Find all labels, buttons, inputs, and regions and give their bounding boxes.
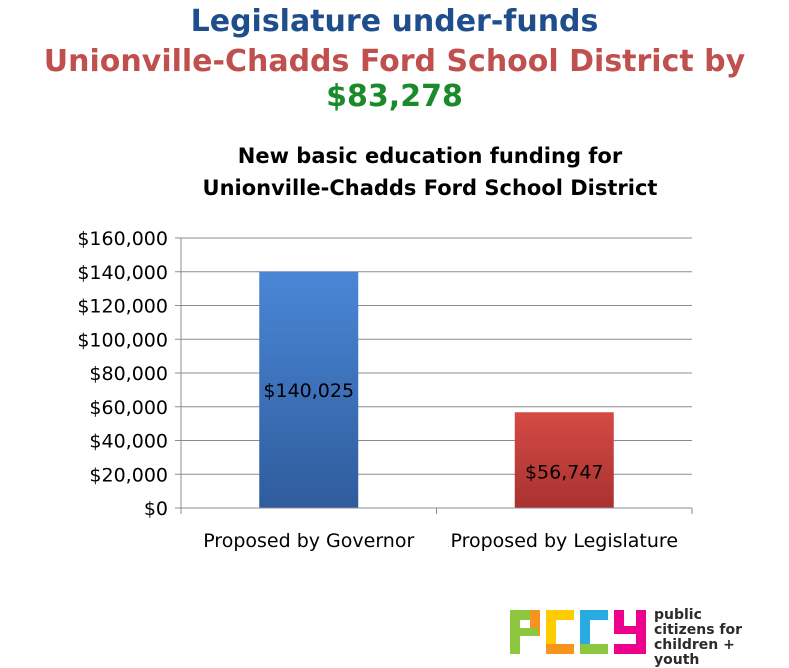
pccy-tagline [654,608,780,668]
y-tick-label: $60,000 [89,396,168,419]
pccy-logo [510,606,780,668]
chart-title-line-2: Unionville-Chadds Ford School District [202,176,658,200]
headline-line-2-text: Unionville-Chadds Ford School District by [43,44,746,79]
pccy-logo-mark [510,610,648,654]
headline-line-1: Legislature under-funds [190,4,599,39]
data-label-2: $56,747 [524,461,604,484]
tagline-line-2: citizens for [654,622,743,638]
y-tick-label: $160,000 [77,228,168,250]
grid [181,238,692,474]
y-tick-label: $100,000 [77,329,168,352]
data-label-1: $140,025 [263,379,355,402]
bar-2 [515,412,614,508]
x-category-label: Proposed by Governor [203,530,415,552]
tagline-line-1: public [654,607,702,623]
y-tick-label: $140,000 [77,261,168,284]
y-tick-label: $120,000 [77,295,168,318]
x-category-label: Proposed by Legislature [450,530,679,552]
y-tick-label: $40,000 [89,430,168,453]
y-tick-label: $80,000 [89,363,168,385]
tagline-line-3: children + youth [654,637,735,668]
y-tick-label: $0 [143,498,168,520]
headline-amount: $83,278 [326,79,463,114]
bars [259,272,614,508]
chart-title-line-1: New basic education funding for [237,144,623,168]
y-tick-label: $20,000 [89,464,168,487]
